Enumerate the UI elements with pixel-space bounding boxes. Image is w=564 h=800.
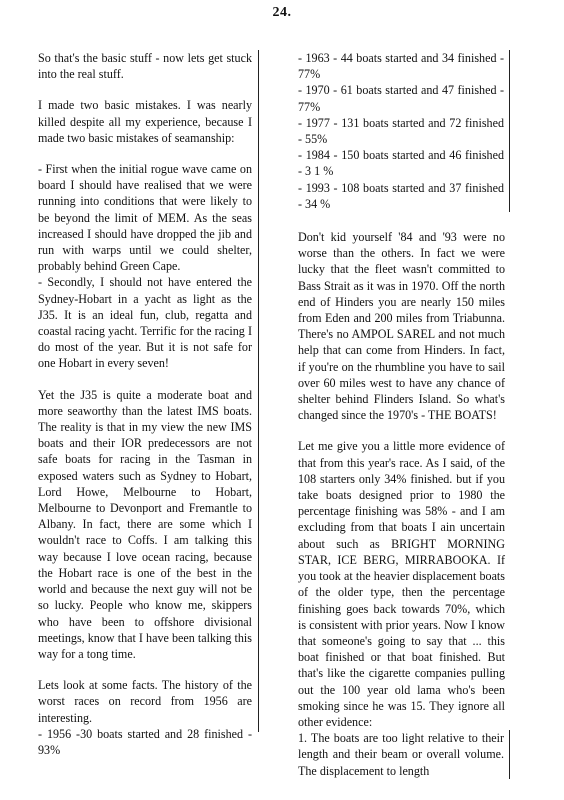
race-stat-1984: - 1984 - 150 boats started and 46 finished - 3 1 % <box>298 148 504 179</box>
paragraph: Yet the J35 is quite a moderate boat and more seaworthy than the latest IMS boats. The reality is that in my view the new IMS boats and their IOR predecessors are not safe boats for racing in the Tasman in exposed waters such as Sydney to Hobart, Lord Howe, Melbourne to Hobart, Melbourne to Devonport and Fremantle to Albany. In fact, there are some which I wouldn't race to Coffs. I am talking this way because I love ocean racing, because the Hobart race is one of the best in the world and because the next guy will not be so lucky. People who know me, skippers who have been to offshore divisional meetings, know that I have been talking this way for a tong time. <box>38 387 252 661</box>
paragraph: Lets look at some facts. The history of the worst races on record from 1956 are interesting. <box>38 678 252 725</box>
paragraph: - Secondly, I should not have entered the Sydney-Hobart in a yacht as light as the J35. It is an ideal fun, club, regatta and coastal racing yacht. Terrific for the racing I do most of the year. But it is not safe for one Hobart in every seven! <box>38 275 252 371</box>
race-stat-1970: - 1970 - 61 boats started and 47 finished - 77% <box>298 83 504 114</box>
race-statistics-list <box>298 50 510 212</box>
race-stat-1977: - 1977 - 131 boats started and 72 finished - 55% <box>298 115 504 147</box>
paragraph: So that's the basic stuff - now lets get stuck into the real stuff. <box>38 51 252 82</box>
numbered-point-1: 1. The boats are too light relative to their length and their beam or overall volume. The displacement to length <box>298 730 510 779</box>
paragraph: - 1956 -30 boats started and 28 finished - 93% <box>38 726 252 757</box>
paragraph: Let me give you a little more evidence of that from this year's race. As I said, of the 108 starters only 34% finished. but if you take boats designed prior to 1980 the percentage finishing was 58% - and I am excluding from that boats I ain uncertain about such as BRIGHT MORNING STAR, ICE BERG, MIRRABOOKA. If you took at the heavier displacement boats of the older type, then the percentage finishing goes back towards 70%, which is consistent with prior years. Now I know that someone's going to say that ... this boat finished or that boat finished. But that's like the cigarette companies pulling out the 100 year old lama who's been smoking since he was 15. They ignore all other evidence: <box>298 439 505 729</box>
right-column <box>298 50 510 779</box>
race-stat-1963: - 1963 - 44 boats started and 34 finished - 77% <box>298 51 504 82</box>
left-column <box>38 50 259 757</box>
page-number: 24. <box>272 5 292 20</box>
paragraph: I made two basic mistakes. I was nearly killed despite all my experience, because I made two basic mistakes of seamanship: <box>38 98 252 145</box>
paragraph: Don't kid yourself '84 and '93 were no worse than the others. In fact we were lucky that the fleet wasn't committed to Bass Strait as it was in 1970. Off the north end of Hinders you are nearly 150 miles from Eden and 200 miles from Triabunna. There's no AMPOL SAREL and not much help that can come from Hinders. In fact, if you're on the rhumbline you have to sail over 60 miles west to have any chance of shelter behind Flinders Island. So what's changed since the 1970's - THE BOATS! <box>298 230 505 423</box>
paragraph: - First when the initial rogue wave came on board I should have realised that we were running into conditions that were likely to be beyond the limit of MEM. As the seas increased I should have dropped the jib and run with warps until we could shelter, probably behind Green Cape. <box>38 162 252 274</box>
race-stat-1993: - 1993 - 108 boats started and 37 finished - 34 % <box>298 180 504 211</box>
